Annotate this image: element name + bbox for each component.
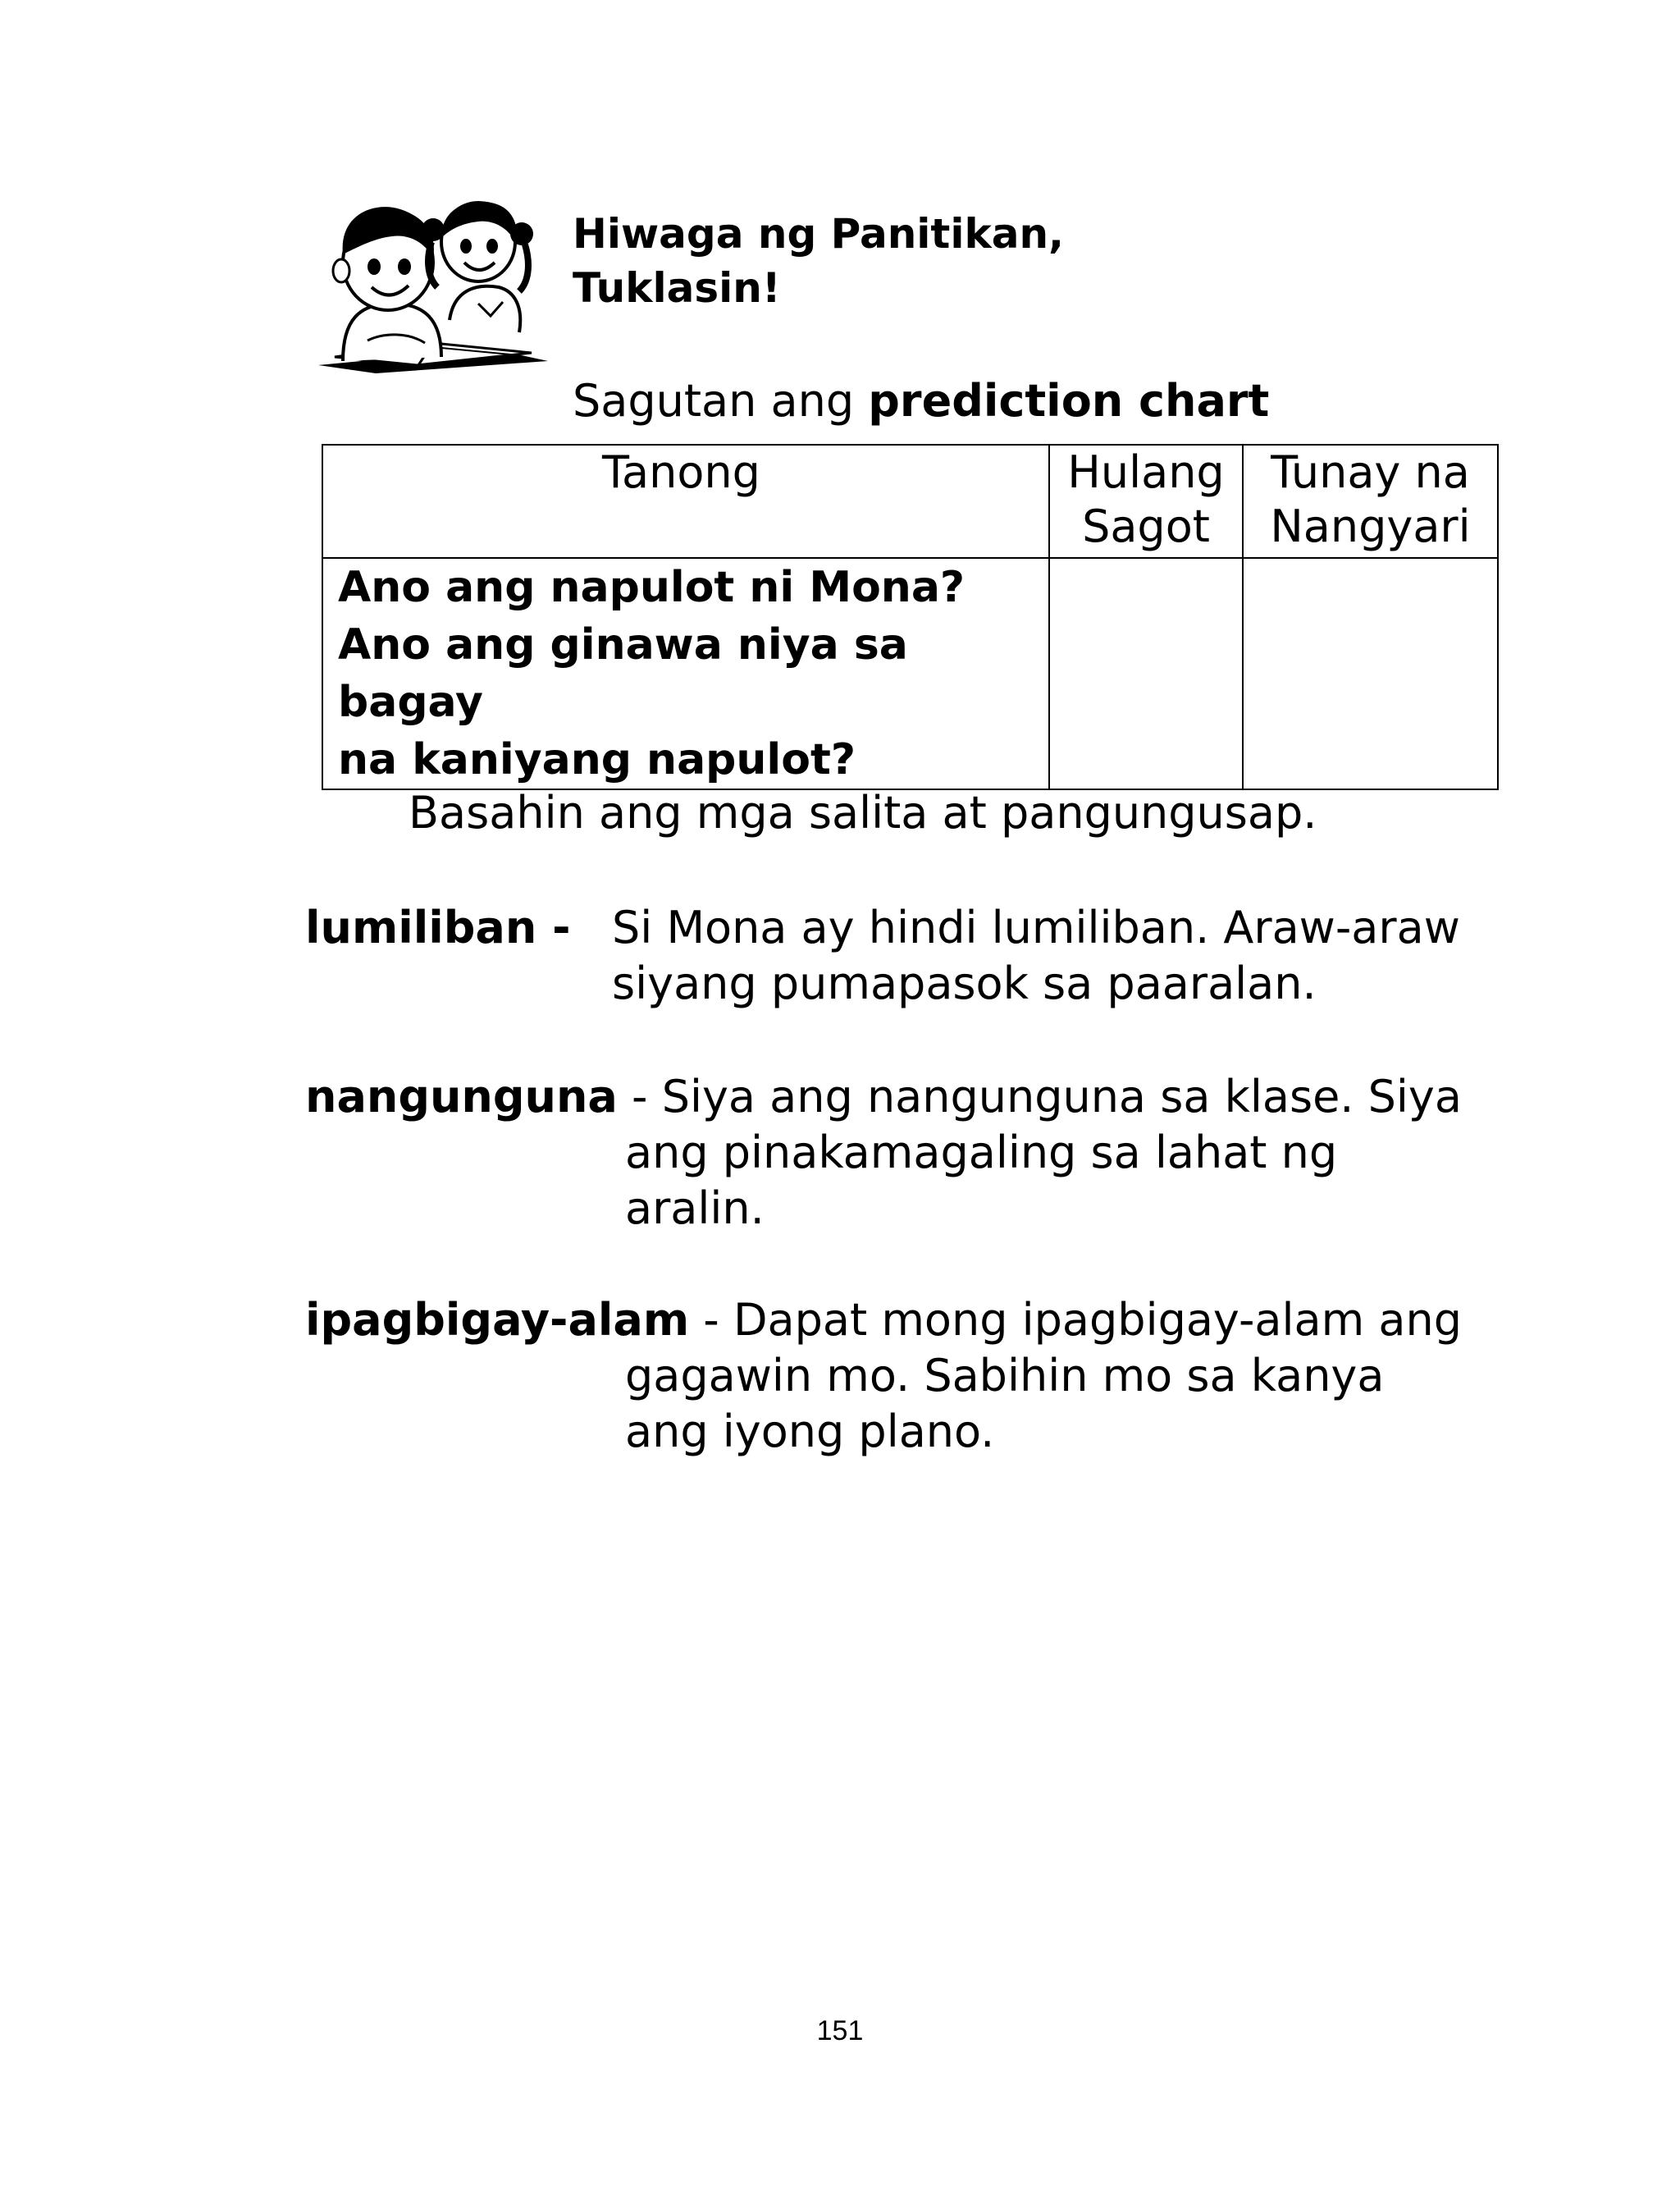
header-tunay-line-2: Nangyari (1270, 501, 1471, 552)
question-line-1: Ano ang napulot ni Mona? (338, 563, 966, 612)
prediction-chart-table (322, 444, 1499, 790)
instruction-prefix: Sagutan ang (573, 375, 869, 427)
definition-lumiliban (612, 900, 1460, 1012)
definition-line: ang pinakamagaling sa lahat ng (625, 1127, 1338, 1178)
header-hulang-sagot-line-2: Sagot (1082, 501, 1210, 552)
definition-line: ang iyong plano. (625, 1406, 995, 1457)
term-word: ipagbigay-alam (305, 1294, 690, 1346)
term-nangunguna (305, 1069, 1462, 1125)
header-hulang-sagot (1049, 445, 1243, 558)
header-tunay-line-1: Tunay na (1271, 446, 1470, 498)
term-word: lumiliban - (305, 902, 571, 953)
term-lumiliban (305, 900, 571, 956)
term-ipagbigay-alam (305, 1292, 1462, 1348)
heading-line-2: Tuklasin! (573, 264, 781, 312)
table-header-row (322, 445, 1498, 558)
definition-first-line: Dapat mong ipagbigay-alam ang (733, 1294, 1462, 1346)
definition-nangunguna (625, 1125, 1337, 1237)
instruction-line (573, 374, 1269, 428)
question-line-3: na kaniyang napulot? (338, 735, 856, 784)
hulang-sagot-answer-cell[interactable] (1049, 558, 1243, 789)
definition-first-line: Siya ang nangunguna sa klase. Siya (661, 1071, 1462, 1122)
page-number: 151 (816, 2015, 864, 2046)
term-separator: - (689, 1294, 733, 1346)
term-word: nangunguna (305, 1071, 618, 1122)
children-reading-illustration (310, 197, 556, 377)
tunay-na-nangyari-answer-cell[interactable] (1243, 558, 1498, 789)
definition-line: siyang pumapasok sa paaralan. (612, 958, 1317, 1009)
term-separator: - (617, 1071, 662, 1122)
definition-line: gagawin mo. Sabihin mo sa kanya (625, 1350, 1385, 1401)
table-row (322, 558, 1498, 789)
section-heading (573, 207, 1064, 315)
instruction-emphasis: prediction chart (868, 375, 1270, 427)
header-hulang-sagot-line-1: Hulang (1067, 446, 1225, 498)
reading-intro: Basahin ang mga salita at pangungusap. (409, 787, 1317, 839)
header-tunay-na-nangyari (1243, 445, 1498, 558)
question-cell (322, 558, 1049, 789)
question-line-2: Ano ang ginawa niya sa bagay (338, 620, 908, 727)
heading-line-1: Hiwaga ng Panitikan, (573, 210, 1065, 258)
definition-line: Si Mona ay hindi lumiliban. Araw-araw (612, 902, 1460, 953)
header-tanong: Tanong (322, 445, 1049, 558)
definition-ipagbigay-alam (625, 1348, 1384, 1460)
definition-line: aralin. (625, 1182, 765, 1234)
